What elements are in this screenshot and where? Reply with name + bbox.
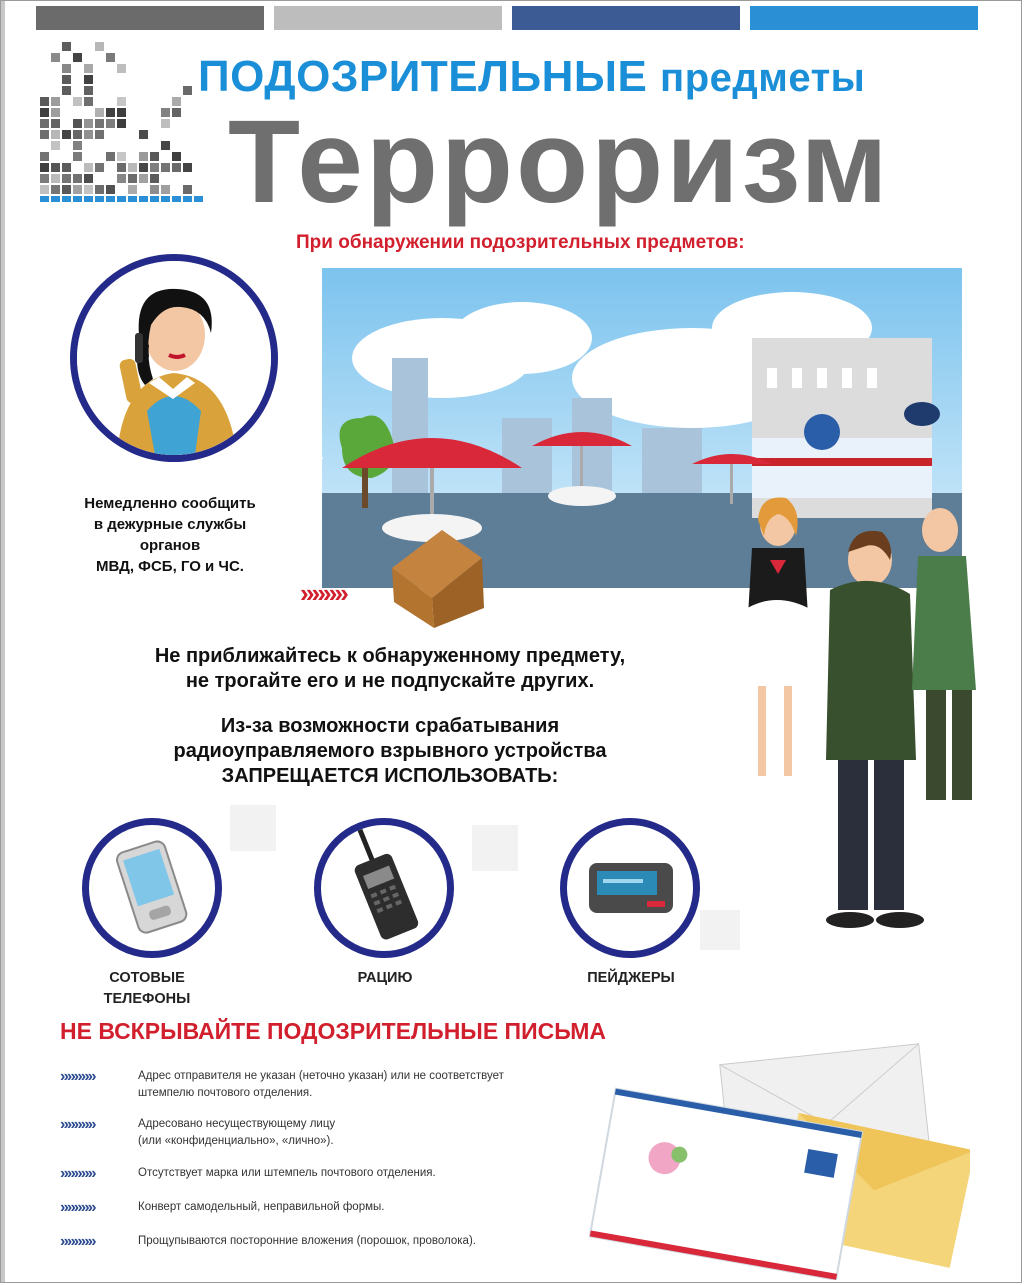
cell-phone-circle <box>82 818 222 958</box>
pager-icon <box>567 825 693 951</box>
mosaic-pixel <box>51 97 60 106</box>
mosaic-pixel <box>117 152 126 161</box>
mosaic-pixel <box>84 119 93 128</box>
mosaic-pixel <box>172 196 181 202</box>
mosaic-pixel <box>194 196 203 202</box>
mosaic-pixel <box>106 53 115 62</box>
mosaic-pixel <box>51 163 60 172</box>
mosaic-pixel <box>150 152 159 161</box>
mosaic-pixel <box>84 185 93 194</box>
bg-square <box>700 910 740 950</box>
mosaic-pixel <box>183 185 192 194</box>
top-bar-navy <box>512 6 740 30</box>
top-bar-gray-light <box>274 6 502 30</box>
mosaic-pixel <box>51 196 60 202</box>
mosaic-pixel <box>40 119 49 128</box>
mosaic-pixel <box>62 42 71 51</box>
mosaic-pixel <box>73 53 82 62</box>
pager-label: ПЕЙДЖЕРЫ <box>587 970 675 986</box>
envelopes-illustration <box>570 1040 970 1280</box>
cell-phone-label: СОТОВЫЕ ТЕЛЕФОНЫ <box>103 970 191 1007</box>
mosaic-pixel <box>95 108 104 117</box>
mosaic-pixel <box>40 152 49 161</box>
mosaic-pixel <box>161 196 170 202</box>
mosaic-pixel <box>51 185 60 194</box>
mosaic-pixel <box>51 174 60 183</box>
mosaic-pixel <box>139 174 148 183</box>
top-bar-blue <box>750 6 978 30</box>
woman-on-phone-illustration <box>70 254 278 462</box>
mosaic-pixel <box>183 163 192 172</box>
mosaic-pixel <box>161 108 170 117</box>
mosaic-pixel <box>40 174 49 183</box>
mosaic-pixel <box>51 141 60 150</box>
mosaic-pixel <box>161 119 170 128</box>
mosaic-pixel <box>51 130 60 139</box>
mosaic-pixel <box>128 196 137 202</box>
mosaic-pixel <box>161 141 170 150</box>
mosaic-pixel <box>62 196 71 202</box>
arrows-icon: »»»»» <box>60 1165 95 1182</box>
mosaic-pixel <box>117 108 126 117</box>
arrows-icon: »»»»» <box>60 1116 95 1133</box>
mosaic-pixel <box>183 196 192 202</box>
mosaic-pixel <box>117 163 126 172</box>
mosaic-pixel <box>106 108 115 117</box>
mosaic-pixel <box>106 185 115 194</box>
mosaic-pixel <box>150 174 159 183</box>
mosaic-pixel <box>51 119 60 128</box>
mosaic-pixel <box>139 163 148 172</box>
mosaic-pixel <box>161 163 170 172</box>
mosaic-pixel <box>161 185 170 194</box>
bg-square <box>230 805 276 851</box>
mosaic-pixel <box>95 163 104 172</box>
mosaic-pixel <box>117 64 126 73</box>
mosaic-pixel <box>172 108 181 117</box>
mosaic-pixel <box>40 130 49 139</box>
mosaic-pixel <box>84 130 93 139</box>
arrows-to-package-icon: »»»» <box>300 578 346 608</box>
mosaic-pixel <box>172 152 181 161</box>
mosaic-pixel <box>84 64 93 73</box>
mosaic-pixel <box>150 185 159 194</box>
mosaic-pixel <box>51 53 60 62</box>
mosaic-pixel <box>117 196 126 202</box>
mosaic-pixel <box>40 108 49 117</box>
pager-circle <box>560 818 700 958</box>
mosaic-pixel <box>117 174 126 183</box>
radio-label: РАЦИЮ <box>357 970 413 986</box>
mosaic-pixel <box>73 152 82 161</box>
mosaic-pixel <box>95 196 104 202</box>
mosaic-pixel <box>106 196 115 202</box>
mosaic-pixel <box>73 130 82 139</box>
bg-square <box>472 825 518 871</box>
mosaic-pixel <box>117 119 126 128</box>
mosaic-pixel <box>95 130 104 139</box>
radio-icon <box>321 825 447 951</box>
mosaic-pixel <box>73 97 82 106</box>
arrows-icon: »»»»» <box>60 1199 95 1216</box>
mosaic-pixel <box>106 119 115 128</box>
detection-heading: При обнаружении подозрительных предметов: <box>296 232 745 253</box>
mosaic-pixel <box>62 86 71 95</box>
mosaic-pixel <box>172 97 181 106</box>
mosaic-pixel <box>128 174 137 183</box>
mosaic-pixel <box>40 196 49 202</box>
mosaic-pixel <box>95 119 104 128</box>
pixel-mosaic-decoration <box>40 42 200 204</box>
mosaic-pixel <box>62 64 71 73</box>
poster-subtitle: ПОДОЗРИТЕЛЬНЫЕ предметы <box>198 52 866 101</box>
mosaic-pixel <box>139 196 148 202</box>
mosaic-pixel <box>84 75 93 84</box>
mosaic-pixel <box>62 185 71 194</box>
mosaic-pixel <box>84 196 93 202</box>
mosaic-pixel <box>62 75 71 84</box>
mosaic-pixel <box>106 152 115 161</box>
notify-services-text: Немедленно сообщить в дежурные службы органов МВД, ФСБ, ГО и ЧС. <box>84 495 256 575</box>
radio-circle <box>314 818 454 958</box>
mosaic-pixel <box>73 196 82 202</box>
mosaic-pixel <box>139 130 148 139</box>
mosaic-pixel <box>139 152 148 161</box>
mosaic-pixel <box>73 185 82 194</box>
arrows-icon: »»»»» <box>60 1233 95 1250</box>
mosaic-pixel <box>95 42 104 51</box>
mosaic-pixel <box>150 163 159 172</box>
mosaic-pixel <box>40 185 49 194</box>
top-bar-gray-dark <box>36 6 264 30</box>
cell-phone-icon <box>89 825 215 951</box>
mosaic-pixel <box>40 163 49 172</box>
mosaic-pixel <box>73 141 82 150</box>
mosaic-pixel <box>84 163 93 172</box>
mosaic-pixel <box>128 163 137 172</box>
mosaic-pixel <box>73 119 82 128</box>
mosaic-pixel <box>73 174 82 183</box>
mosaic-pixel <box>183 86 192 95</box>
mosaic-pixel <box>84 174 93 183</box>
poster-title: Терроризм <box>228 96 891 228</box>
mosaic-pixel <box>84 97 93 106</box>
letters-heading: НЕ ВСКРЫВАЙТЕ ПОДОЗРИТЕЛЬНЫЕ ПИСЬМА <box>60 1018 606 1044</box>
mosaic-pixel <box>51 108 60 117</box>
mosaic-pixel <box>40 97 49 106</box>
mosaic-pixel <box>172 163 181 172</box>
mosaic-pixel <box>95 185 104 194</box>
people-crowd-illustration <box>730 490 990 940</box>
mosaic-pixel <box>62 174 71 183</box>
mosaic-pixel <box>128 185 137 194</box>
mosaic-pixel <box>150 196 159 202</box>
mosaic-pixel <box>117 97 126 106</box>
mosaic-pixel <box>84 86 93 95</box>
mosaic-pixel <box>62 163 71 172</box>
radio-device-warning: Из-за возможности срабатывания радиоуправляемого взрывного устройства ЗАПРЕЩАЕТСЯ ИСПОЛЬЗОВАТЬ: <box>173 715 607 787</box>
mosaic-pixel <box>62 130 71 139</box>
do-not-approach-warning: Не приближайтесь к обнаруженному предмету, не трогайте его и не подпускайте других. <box>154 645 626 692</box>
arrows-icon: »»»»» <box>60 1068 95 1085</box>
